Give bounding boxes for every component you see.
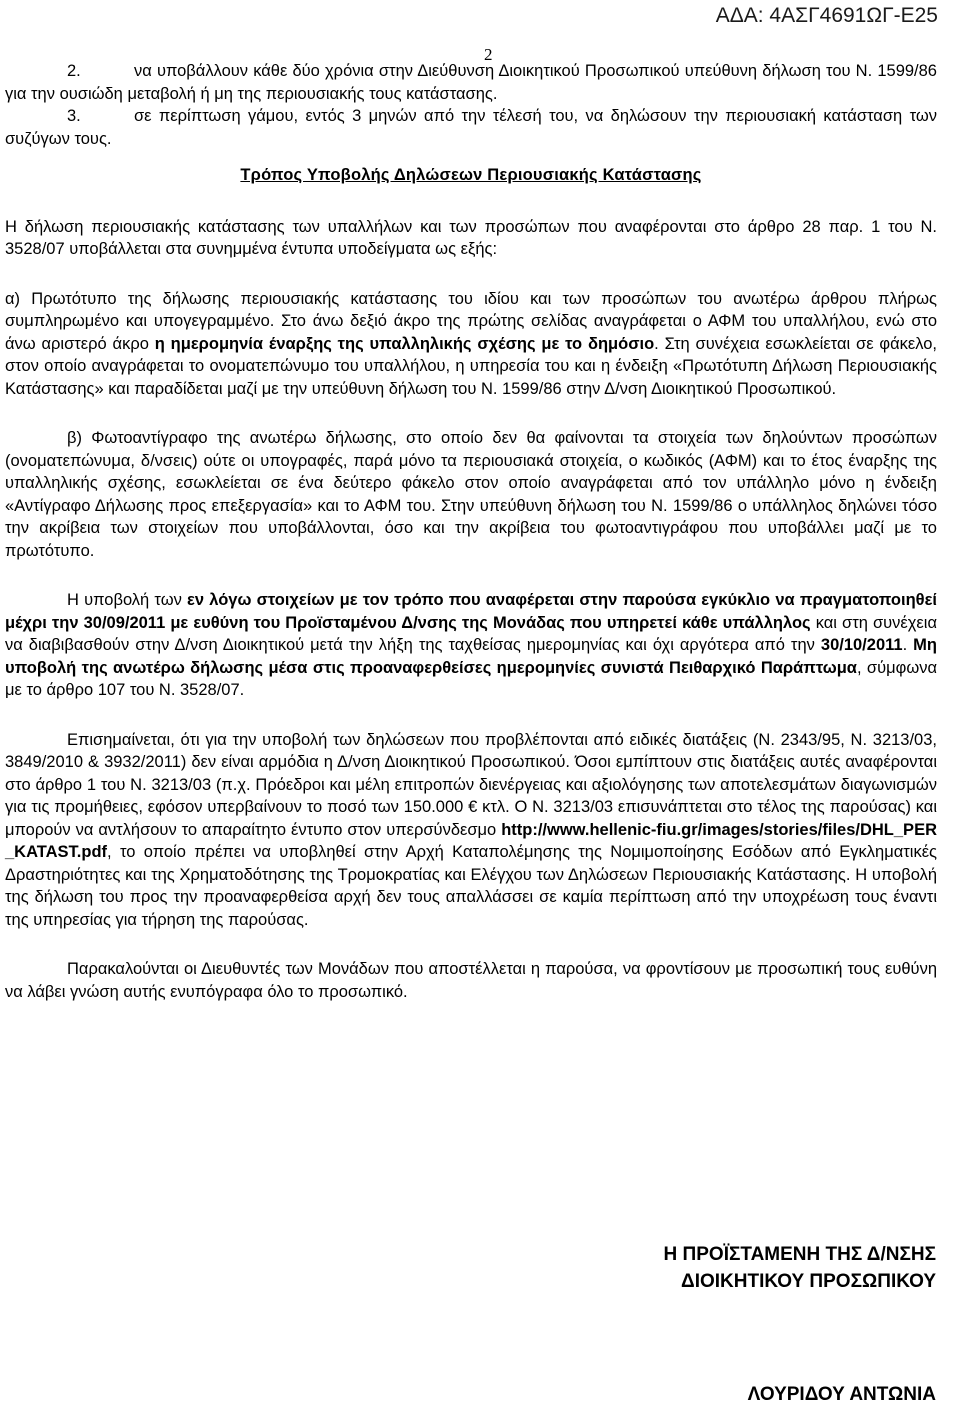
list-item-2	[5, 60, 937, 105]
document-body	[5, 60, 937, 1003]
signature-block	[664, 1241, 936, 1295]
signatory-name: ΛΟΥΡΙΔΟΥ ΑΝΤΩΝΙΑ	[747, 1384, 936, 1405]
page-number: 2	[484, 45, 493, 64]
form-link[interactable]: http://www.hellenic-fiu.gr/images/stories/files/DHL_PER_KATAST.pdf	[5, 820, 937, 861]
disciplinary-emphasis: Μη υποβολή της ανωτέρω δήλωσης μέσα στις προαναφερθείσες ημερομηνίες συνιστά Πειθαρχικό Παράπτωμα	[5, 636, 937, 677]
ada-code: ΑΔΑ: 4ΑΣΓ4691ΩΓ-Ε25	[715, 4, 938, 27]
list-item-number: 3.	[67, 107, 81, 125]
signature-title-line-1: Η ΠΡΟΪΣΤΑΜΕΝΗ ΤΗΣ Δ/ΝΣΗΣ	[663, 1244, 936, 1265]
section-title: Τρόπος Υποβολής Δηλώσεων Περιουσιακής Κατάστασης	[240, 166, 702, 184]
list-item-3	[5, 105, 937, 150]
final-date-emphasis: 30/10/2011	[820, 636, 903, 654]
deadline-emphasis: εν λόγω στοιχείων με τον τρόπο που αναφέρεται στην παρούσα εγκύκλιο να πραγματοποιηθεί μέχρι την 30/09/2011 με ευθύνη του Προϊσταμένου Δ/νσης της Μονάδας που υπηρετεί κάθε υπάλληλος	[5, 591, 937, 632]
intro-paragraph: Η δήλωση περιουσιακής κατάστασης των υπαλλήλων και των προσώπων που αναφέρονται στο άρθρο 28 παρ. 1 του Ν. 3528/07 υποβάλλεται στα συνημμένα έντυπα υποδείγματα ως εξής:	[5, 217, 937, 258]
list-item-number: 2.	[67, 62, 81, 80]
list-item-text: σε περίπτωση γάμου, εντός 3 μηνών από την τέλεσή του, να δηλώσουν την περιουσιακή κατάσταση των συζύγων τους.	[5, 107, 937, 148]
paragraph-b: β) Φωτοαντίγραφο της ανωτέρω δήλωσης, στο οποίο δεν θα φαίνονται τα στοιχεία των δηλούντων προσώπων (ονοματεπώνυμα, δ/νσεις) ούτε οι υπογραφές, παρά μόνο τα περιουσιακά στοιχεία, ο κωδικός (ΑΦΜ) και το έτος έναρξης της υπαλληλικής σχέσης, εσωκλείεται σε ένα δεύτερο φάκελο στον οποίο αναγράφεται από τον υπάλληλο μόνο η ένδειξη «Αντίγραφο Δήλωσης προς επεξεργασία» και το ΑΦΜ του. Στην υπεύθυνη δήλωση του Ν. 1599/86 ο υπάλληλος δηλώνει τόσο την ακρίβεια των στοιχείων που υποβάλλονται, όσο και την ακρίβεια του φωτοαντιγράφου που υποβάλλει μαζί με το πρωτότυπο.	[5, 429, 937, 560]
paragraph-a: α) Πρωτότυπο της δήλωσης περιουσιακής κατάστασης του ιδίου και των προσώπων του ανωτέρω άρθρου πλήρως συμπληρωμένο και υπογεγραμμένο. Στο άνω δεξιό άκρο της πρώτης σελίδας αναγράφεται ο ΑΦΜ του υπαλλήλου, ενώ στο άνω αριστερό άκρο η ημερομηνία έναρξης της υπαλληλικής σχέσης με το δημόσιο. Στη συνέχεια εσωκλείεται σε φάκελο, στον οποίο αναγράφεται το ονοματεπώνυμο του υπαλλήλου, η υπηρεσία του και η ένδειξη «Πρωτότυπη Δήλωση Περιουσιακής Κατάστασης» και παραδίδεται μαζί με την υπεύθυνη δήλωση του Ν. 1599/86 στην Δ/νση Διοικητικού Προσωπικού.	[5, 289, 937, 398]
start-date-emphasis: η ημερομηνία έναρξης της υπαλληλικής σχέσης με το δημόσιο	[154, 334, 655, 353]
paragraph-e: Παρακαλούνται οι Διευθυντές των Μονάδων που αποστέλλεται η παρούσα, να φροντίσουν με προσωπική τους ευθύνη να λάβει γνώση αυτής ενυπόγραφα όλο το προσωπικό.	[5, 960, 937, 1001]
list-item-text: να υποβάλλουν κάθε δύο χρόνια στην Διεύθυνση Διοικητικού Προσωπικού υπεύθυνη δήλωση του Ν. 1599/86 για την ουσιώδη μεταβολή ή μη της περιουσιακής τους κατάστασης.	[5, 62, 937, 103]
paragraph-d: Επισημαίνεται, ότι για την υποβολή των δηλώσεων που προβλέπονται από ειδικές διατάξεις (Ν. 2343/95, Ν. 3213/03, 3849/2010 & 3932/2011) δεν είναι αρμόδια η Δ/νση Διοικητικού Προσωπικού. Όσοι εμπίπτουν στις διατάξεις αυτές αναφέρονται στο άρθρο 1 του Ν. 3213/03 (π.χ. Πρόεδροι και μέλη επιτροπών διενέργειας και αξιολόγησης των αποτελεσμάτων διαγωνισμών για τις προμήθειες, εφόσον υπερβαίνουν το ποσό των 150.000 € κτλ. Ο Ν. 3213/03 επισυνάπτεται στο τέλος της παρούσας) και μπορούν να αντλήσουν το απαραίτητο έντυπο στον υπερσύνδεσμο http://www.hellenic-fiu.gr/images/stories/files/DHL_PER_KATAST.pdf, το οποίο πρέπει να υποβληθεί στην Αρχή Καταπολέμησης της Νομιμοποίησης Εσόδων από Εγκληματικές Δραστηριότητες και της Χρηματοδότησης της Τρομοκρατίας και Ελέγχου των Δηλώσεων Περιουσιακής Κατάστασης. Η υποβολή της δήλωση του προς την προαναφερθείσα αρχή δεν τους απαλλάσσει σε καμία περίπτωση από την υποχρέωση τους έναντι της υπηρεσίας για τήρηση της παρούσας.	[5, 730, 937, 929]
signature-title-line-2: ΔΙΟΙΚΗΤΙΚΟΥ ΠΡΟΣΩΠΙΚΟΥ	[681, 1271, 936, 1292]
paragraph-c: Η υποβολή των εν λόγω στοιχείων με τον τρόπο που αναφέρεται στην παρούσα εγκύκλιο να πραγματοποιηθεί μέχρι την 30/09/2011 με ευθύνη του Προϊσταμένου Δ/νσης της Μονάδας που υπηρετεί κάθε υπάλληλος και στη συνέχεια να διαβιβασθούν στην Δ/νση Διοικητικού μετά την λήξη της ταχθείσας ημερομηνίας και όχι αργότερα από την 30/10/2011. Μη υποβολή της ανωτέρω δήλωσης μέσα στις προαναφερθείσες ημερομηνίες συνιστά Πειθαρχικό Παράπτωμα, σύμφωνα με το άρθρο 107 του Ν. 3528/07.	[5, 591, 937, 699]
